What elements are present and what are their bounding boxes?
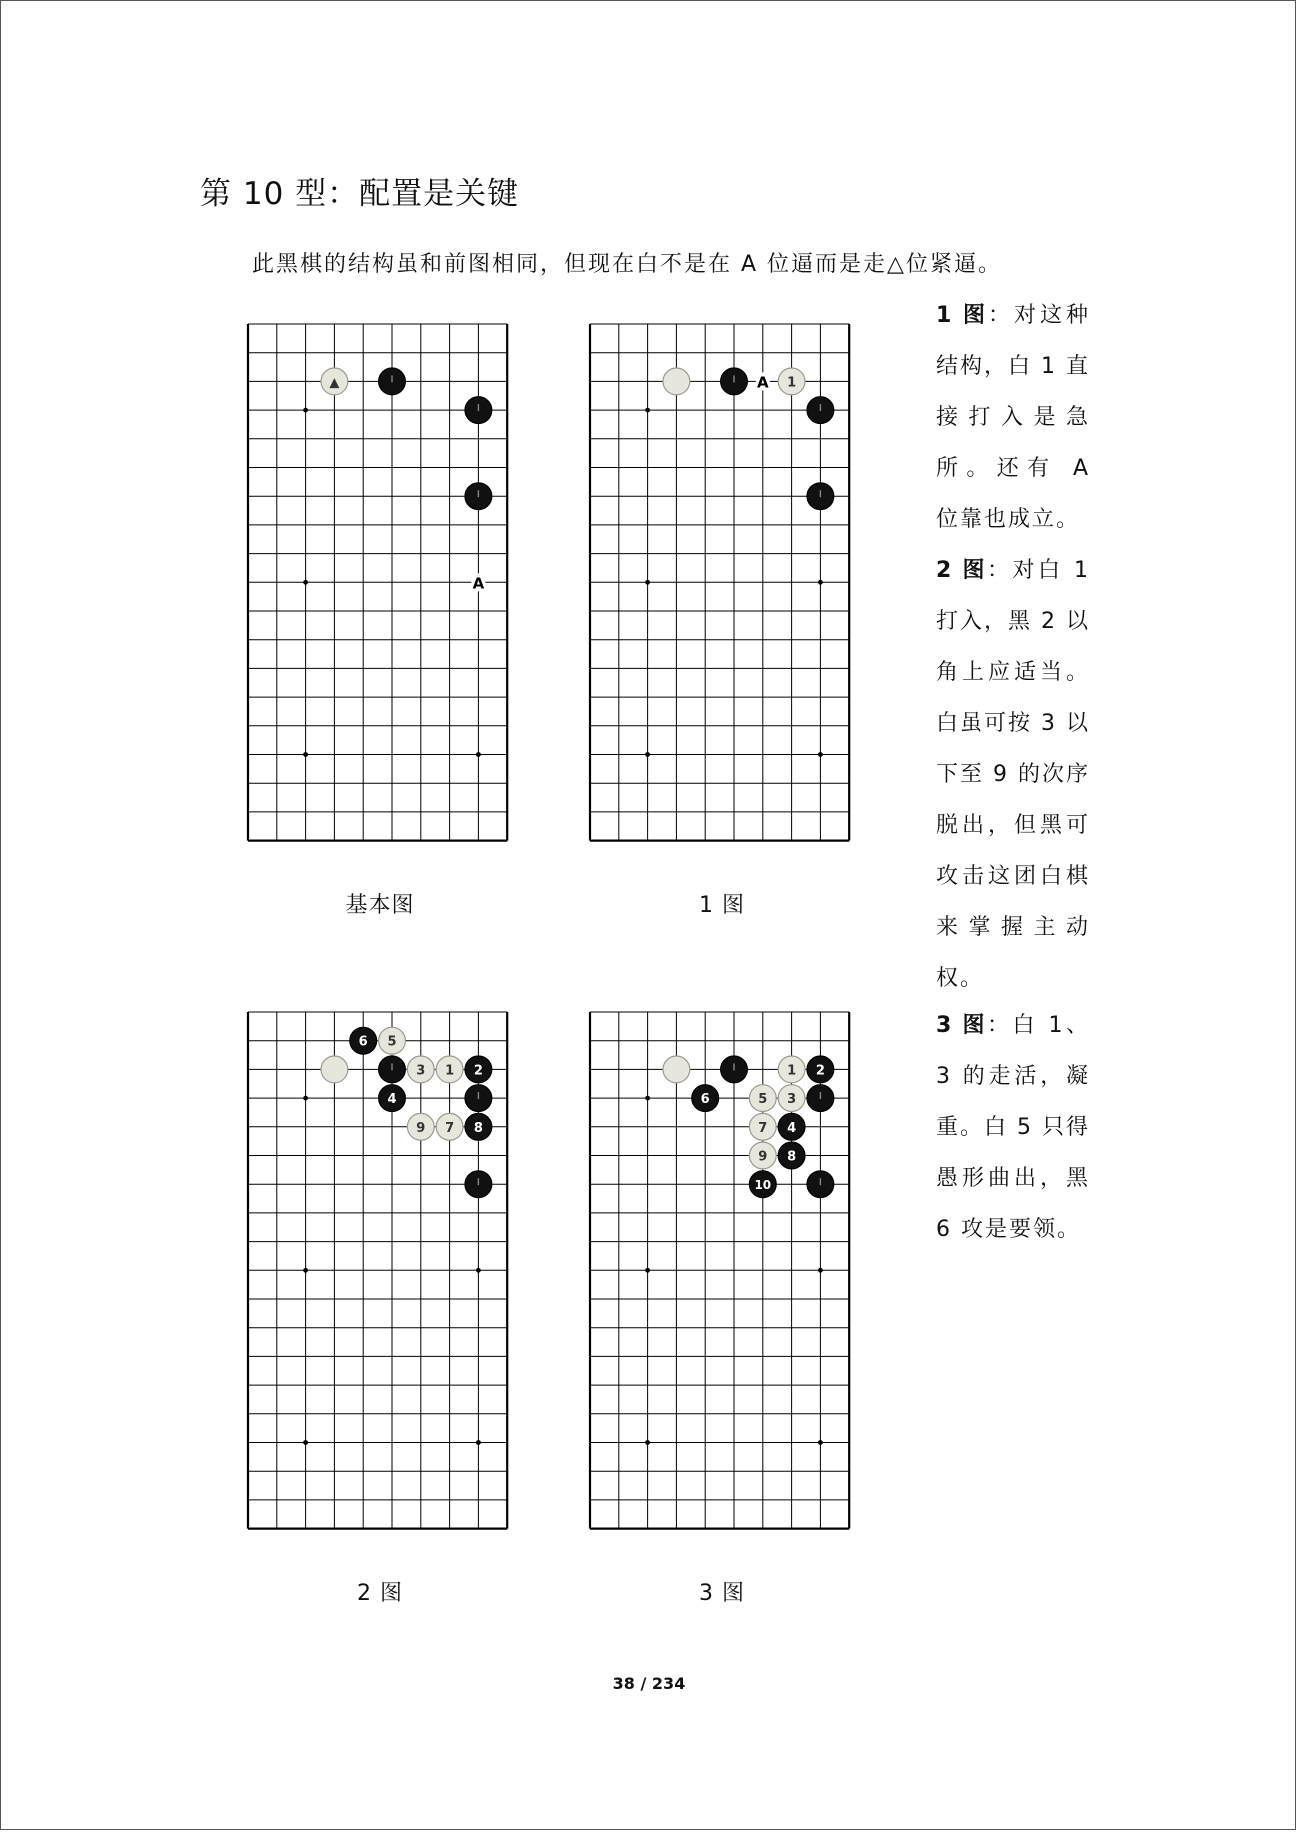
go-board-fig1	[590, 324, 872, 844]
commentary-fig3	[884, 1000, 1090, 1255]
star-point	[818, 752, 823, 757]
page-number: 38 / 234	[612, 1674, 686, 1693]
star-point	[645, 580, 650, 585]
star-point	[476, 752, 481, 757]
caption-fig3: 3 图	[699, 1581, 745, 1606]
white-stone	[663, 368, 690, 395]
stone-number-label: 2	[473, 1063, 483, 1079]
white-stone	[321, 1056, 348, 1083]
intro-paragraph: 此黑棋的结构虽和前图相同，但现在白不是在 A 位逼而是走△位紧逼。	[252, 252, 1002, 277]
commentary-fig3-block	[884, 1000, 1090, 1255]
stone-number-label: 1	[445, 1063, 455, 1079]
star-point	[645, 752, 650, 757]
white-stone	[663, 1056, 690, 1083]
stone-number-label: 2	[815, 1063, 825, 1079]
stone-number-label: 6	[700, 1092, 710, 1108]
stone-number-label: 4	[387, 1092, 397, 1108]
fig3-label: 3 图	[936, 1013, 987, 1038]
star-point	[645, 1268, 650, 1273]
stone-number-label: 5	[758, 1092, 768, 1108]
go-board-basic	[248, 324, 530, 844]
star-point	[645, 408, 650, 413]
star-point	[645, 1440, 650, 1445]
star-point	[818, 1268, 823, 1273]
star-point	[818, 1440, 823, 1445]
stone-number-label: 5	[387, 1034, 397, 1050]
stone-number-label: 1	[787, 375, 797, 391]
commentary-fig2	[884, 545, 1090, 1004]
star-point	[303, 752, 308, 757]
commentary-fig1	[884, 290, 1090, 545]
star-point	[645, 1096, 650, 1101]
commentary-fig1-fig2	[884, 290, 1090, 1004]
caption-fig2: 2 图	[357, 1581, 403, 1606]
star-point	[303, 580, 308, 585]
star-point	[476, 1440, 481, 1445]
star-point	[476, 1268, 481, 1273]
fig1-text: ：对这种结构，白 1 直接打入是急所。还有 A 位靠也成立。	[936, 303, 1090, 532]
stone-number-label: 9	[758, 1149, 768, 1165]
stone-number-label: 10	[754, 1178, 772, 1193]
fig3-text: ：白 1、3 的走活，凝重。白 5 只得愚形曲出，黑 6 攻是要领。	[936, 1013, 1090, 1242]
stone-number-label: 6	[358, 1034, 368, 1050]
stone-number-label: 9	[416, 1120, 426, 1136]
go-board-fig2	[248, 1012, 530, 1532]
fig1-label: 1 图	[936, 303, 988, 328]
stone-number-label: 8	[787, 1149, 797, 1165]
stone-number-label: ▲	[329, 375, 340, 391]
go-board-fig3	[590, 1012, 872, 1532]
stone-number-label: 7	[758, 1120, 768, 1136]
star-point	[303, 408, 308, 413]
point-mark-label: A	[756, 373, 769, 392]
stone-number-label: 3	[416, 1063, 426, 1079]
caption-fig1: 1 图	[699, 893, 745, 918]
point-mark-label: A	[472, 574, 485, 593]
star-point	[303, 1268, 308, 1273]
fig2-text: ：对白 1 打入，黑 2 以角上应适当。白虽可按 3 以下至 9 的次序脱出，但黑可攻击这团白棋来掌握主动权。	[936, 558, 1090, 991]
page-title: 第 10 型：配置是关键	[200, 176, 520, 212]
stone-number-label: 8	[473, 1120, 483, 1136]
caption-basic: 基本图	[345, 893, 415, 918]
star-point	[818, 580, 823, 585]
fig2-label: 2 图	[936, 558, 987, 583]
stone-number-label: 1	[787, 1063, 797, 1079]
stone-number-label: 3	[787, 1092, 797, 1108]
stone-number-label: 4	[787, 1120, 797, 1136]
star-point	[303, 1096, 308, 1101]
stone-number-label: 7	[445, 1120, 455, 1136]
star-point	[303, 1440, 308, 1445]
